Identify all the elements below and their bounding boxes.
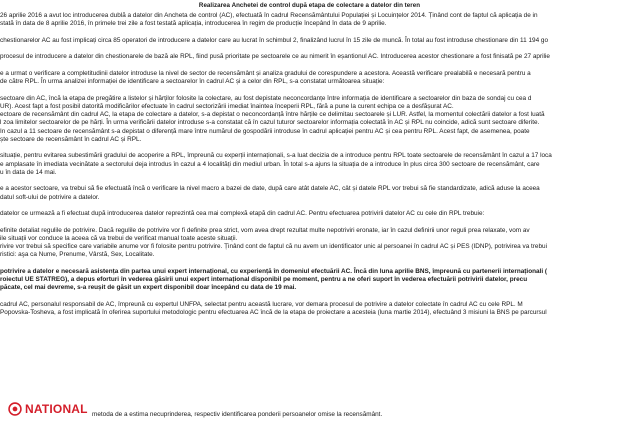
national-logo-text: NATIONAL xyxy=(25,402,88,416)
paragraph-gap xyxy=(0,86,619,94)
section-title: Realizarea Anchetei de control după etapa de colectare a datelor din teren xyxy=(198,2,421,9)
article-body xyxy=(0,12,619,317)
paragraph-gap xyxy=(0,177,619,185)
paragraph-gap xyxy=(0,45,619,53)
body-line: datul soft-ului de potrivire a datelor. xyxy=(0,193,100,201)
body-line: cadrul AC, personalul responsabil de AC, împreună cu expertul UNFPA, selectat pentru această lucrare, vor demara procesul de potrivire a datelor colectate în cadrul AC cu cele RPL. M xyxy=(0,300,523,308)
body-line: e a acestor sectoare, va trebui să fie efectuată încă o verificare la nivel macro a bazei de date, după care atât datele AC, cât și datele RPL vor trebui să fie standardizate, adică aduse la aceea xyxy=(0,185,540,193)
paragraph-gap xyxy=(0,144,619,152)
body-line: Popovska-Tosheva, a fost implicată în oferirea suportului metodologic pentru efectuarea AC încă de la etapa de proiectare a acesteia (luna martie 2014), efectuând 3 misiuni la BNS pe parcursul xyxy=(0,309,547,316)
body-line: ristici: aşa ca Nume, Prenume, Vârstă, Sex, Localitate. xyxy=(0,251,155,259)
body-line: procesul de introducere a datelor din chestionarele de bază ale RPL, fiind pusă prioritate pe sectoarele ce au nimerit în eșantionul AC. Introducerea acestor chestionare a fost finisată pe 27 aprilie xyxy=(0,53,550,61)
paragraph-gap xyxy=(0,260,619,268)
body-line: situație, pentru evitarea subestimării gradului de acoperire a RPL, împreună cu experții internaționali, s-a luat decizia de a introduce pentru RPL toate sectoarele de recensământ în cazul a 17 loca xyxy=(0,152,552,160)
body-line: rivire vor trebui să specifice care variabile anume vor fi folosite pentru potrivire. Ținând cont de faptul că nu avem un identificator unic al persoanei în cadrul AC și PES (IDNP), potrivirea va trebui xyxy=(0,243,548,250)
body-line: UR). Acest fapt a fost posibil datorită modificărilor efectuate în cadrul sectorizării imediat înaintea începerii RPL, fără a pune la curent echipa ce a desfășurat AC. xyxy=(0,102,454,110)
body-line: e amplasate în imediata vecinătate a sectorului deja introdus în cazul a 4 localități din mediul urban. În total s-a ajuns la situația de a introduce în plus circa 300 sectoare de recensământ, care xyxy=(0,160,540,168)
body-line: l zoa limitelor sectoarelor de pe hărți. În urma verificării datelor introduse s-a constatat că în cazul tuturor sectoarelor informația colectată în AC și RPL nu coincide, adică sunt sectoare diferite. xyxy=(0,119,540,127)
body-line: ile situații vor conduce la aceea că va trebui de verificat manual toate aceste situații. xyxy=(0,234,238,242)
paragraph-gap xyxy=(0,293,619,301)
body-line: ectoare de recensământ din cadrul AC, la etapa de colectare a datelor, s-a depistat o neconcordanță între hărțile ce delimitau sectoarele și LUR. Astfel, la momentul colectării datelor a fost luată xyxy=(0,111,545,118)
national-logo-icon xyxy=(8,402,22,416)
last-line: metoda de a estima necuprinderea, respectiv identificarea ponderii persoanelor omise la recensământ. xyxy=(92,411,383,418)
body-line: păcate, cel mai devreme, s-a reușit de găsit un expert disponibil doar începând cu data de 19 mai. xyxy=(0,284,297,292)
body-line: potrivire a datelor e necesară asistența din partea unui expert internațional, cu experiență în domeniul efectuării AC. Încă din luna aprilie BNS, împreună cu partenerii internaționali ( xyxy=(0,267,548,275)
paragraph-gap xyxy=(0,202,619,210)
body-line: In cazul a 11 sectoare de recensământ s-a depistat o diferență mare între numărul de gospodării introduse în cadrul aplicației pentru AC și cea pentru RPL. Acest fapt, de asemenea, poate xyxy=(0,127,530,135)
national-logo xyxy=(8,399,88,419)
body-line: 26 aprilie 2016 a avut loc introducerea dublă a datelor din Ancheta de control (AC), efectuată în cadrul Recensământului Populației și Locuințelor 2014. Ținând cont de faptul că aplicația de in xyxy=(0,12,538,19)
body-line: e a urmat o verificare a completitudinii datelor introduse la nivel de sector de recensământ și analiza gradului de corespundere a acestora. Această verificare prealabilă e necesară pentru a xyxy=(0,69,531,77)
body-line: u în data de 14 mai. xyxy=(0,168,57,176)
body-line: stată în data de 8 aprilie 2016, în primele trei zile a fost testată aplicația, introducerea în regim de producție începând în data de 9 aprilie. xyxy=(0,20,387,28)
body-line: chestionarelor AC au fost implicați circa 85 operatori de introducere a datelor care au lucrat în schimbul 2, finalizând lucrul în 15 zile de muncă. În total au fost introduse chestionare din 11 194 go xyxy=(0,36,549,44)
paragraph-gap xyxy=(0,218,619,226)
body-line: de către RPL. În urma analizei informației de identificare a sectoarelor în cadrul AC și a celor din RPL, s-a constatat următoarea situație: xyxy=(0,78,385,85)
body-line: ște sectoare de recensământ în cadrul AC și RPL. xyxy=(0,135,142,143)
body-line: efinite detaliat regulile de potrivire. Dacă regulile de potrivire vor fi definite prea strict, vom avea drept rezultat multe nepotriviri eronate, iar în cazul definirii unor reguli prea relaxate, vom av xyxy=(0,226,530,234)
paragraph-gap xyxy=(0,29,619,37)
body-line: sectoare din AC, încă la etapa de pregătire a listelor și hărților folosite la colectare, au fost depistate neconcordanțe între informația de identificare a sectoarelor din baza de sondaj cu cea d xyxy=(0,94,532,102)
paragraph-gap xyxy=(0,62,619,70)
body-line: datelor ce urmează a fi efectuat după introducerea datelor reprezintă cea mai complexă etapă din cadrul AC. Pentru efectuarea potrivirii datelor AC cu cele din RPL trebuie: xyxy=(0,210,485,217)
body-line: roiectul UE STATREG), a depus eforturi în vederea găsirii unui expert internațional disponibil pe moment, pentru a ne oferi suport în vederea efectuării potrivirii datelor, precu xyxy=(0,276,528,283)
